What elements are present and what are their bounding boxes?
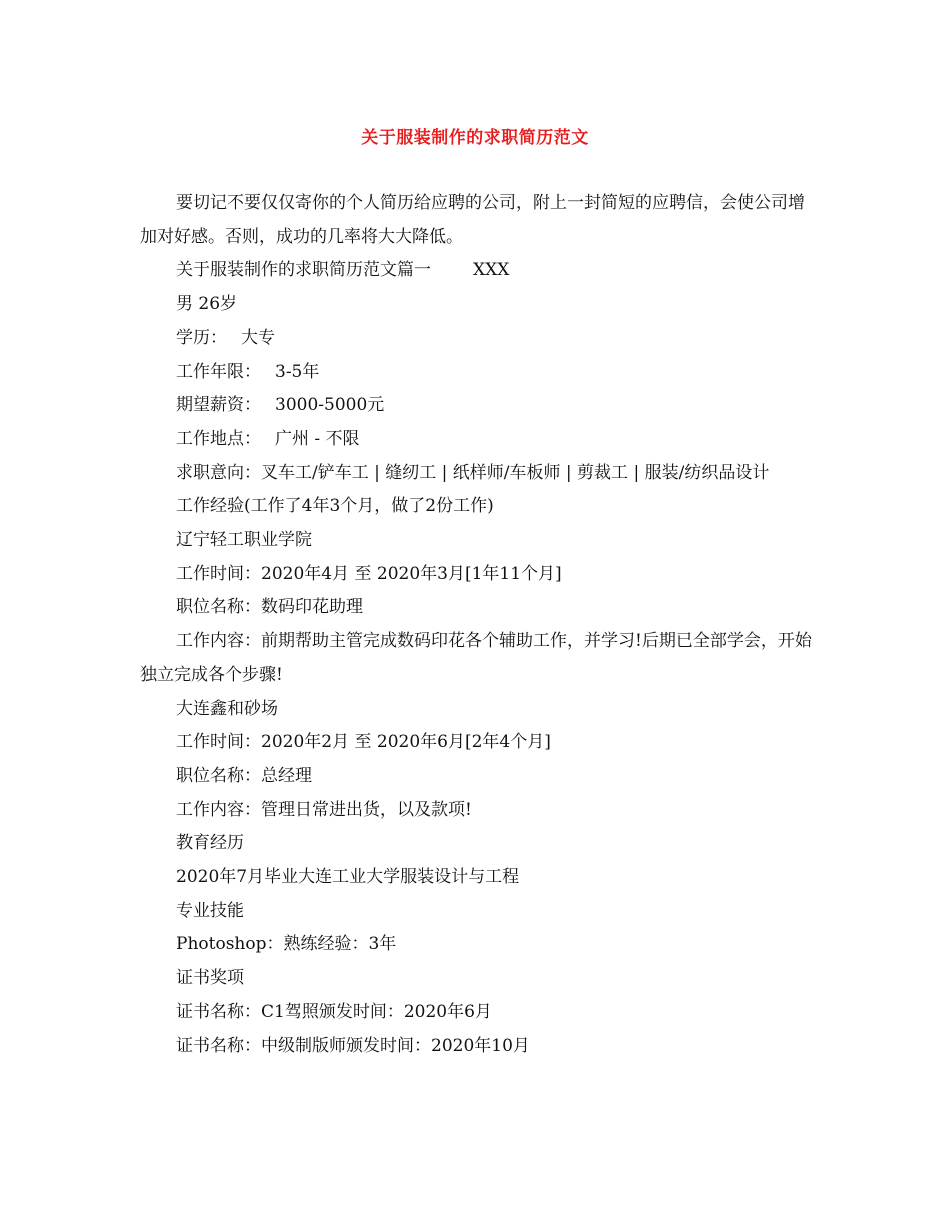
document-body <box>140 187 816 1063</box>
intro-paragraph: 要切记不要仅仅寄你的个人简历给应聘的公司，附上一封简短的应聘信，会使公司增加对好感。否则，成功的几率将大大降低。 <box>140 193 805 247</box>
job-1-position: 职位名称：数码印花助理 <box>176 597 363 618</box>
job-1-time: 工作时间：2020年4月 至 2020年3月[1年11个月] <box>176 563 562 584</box>
years-line <box>140 356 816 390</box>
sample-heading-line <box>140 254 816 288</box>
location-label: 工作地点： <box>176 428 261 449</box>
candidate-name: XXX <box>473 260 510 281</box>
gender-age: 男 26岁 <box>176 294 238 315</box>
document-title: 关于服装制作的求职简历范文 <box>361 128 589 148</box>
education-label: 学历： <box>176 327 227 348</box>
salary-line <box>140 389 816 423</box>
skills-heading: 专业技能 <box>176 900 244 921</box>
education-value: 大专 <box>241 327 275 348</box>
job-2-position: 职位名称：总经理 <box>176 765 312 786</box>
experience-heading: 工作经验(工作了4年3个月，做了2份工作) <box>176 496 494 517</box>
salary-label: 期望薪资： <box>176 395 261 416</box>
location-line <box>140 423 816 457</box>
job-intention: 求职意向：叉车工/铲车工 | 缝纫工 | 纸样师/车板师 | 剪裁工 | 服装/纺织品设计 <box>176 462 770 483</box>
skills-detail: Photoshop：熟练经验：3年 <box>176 934 397 955</box>
years-value: 3-5年 <box>275 361 320 382</box>
salary-value: 3000-5000元 <box>275 395 385 416</box>
education-line <box>140 322 816 356</box>
certs-heading: 证书奖项 <box>176 968 244 989</box>
job-2-time: 工作时间：2020年2月 至 2020年6月[2年4个月] <box>176 732 551 753</box>
cert-item: 证书名称：C1驾照颁发时间：2020年6月 <box>176 1001 492 1022</box>
job-2-content: 工作内容：管理日常进出货，以及款项! <box>176 799 472 820</box>
location-value: 广州 - 不限 <box>275 428 360 449</box>
job-2-company: 大连鑫和砂场 <box>176 698 278 719</box>
job-1-company: 辽宁轻工职业学院 <box>176 530 312 551</box>
sample-heading: 关于服装制作的求职简历范文篇一 <box>176 260 431 281</box>
cert-item: 证书名称：中级制版师颁发时间：2020年10月 <box>176 1035 530 1056</box>
education-heading: 教育经历 <box>176 833 244 854</box>
education-detail: 2020年7月毕业大连工业大学服装设计与工程 <box>176 867 520 888</box>
years-label: 工作年限： <box>176 361 261 382</box>
job-1-content: 工作内容：前期帮助主管完成数码印花各个辅助工作，并学习!后期已全部学会，开始独立完成各个步骤! <box>140 631 812 685</box>
